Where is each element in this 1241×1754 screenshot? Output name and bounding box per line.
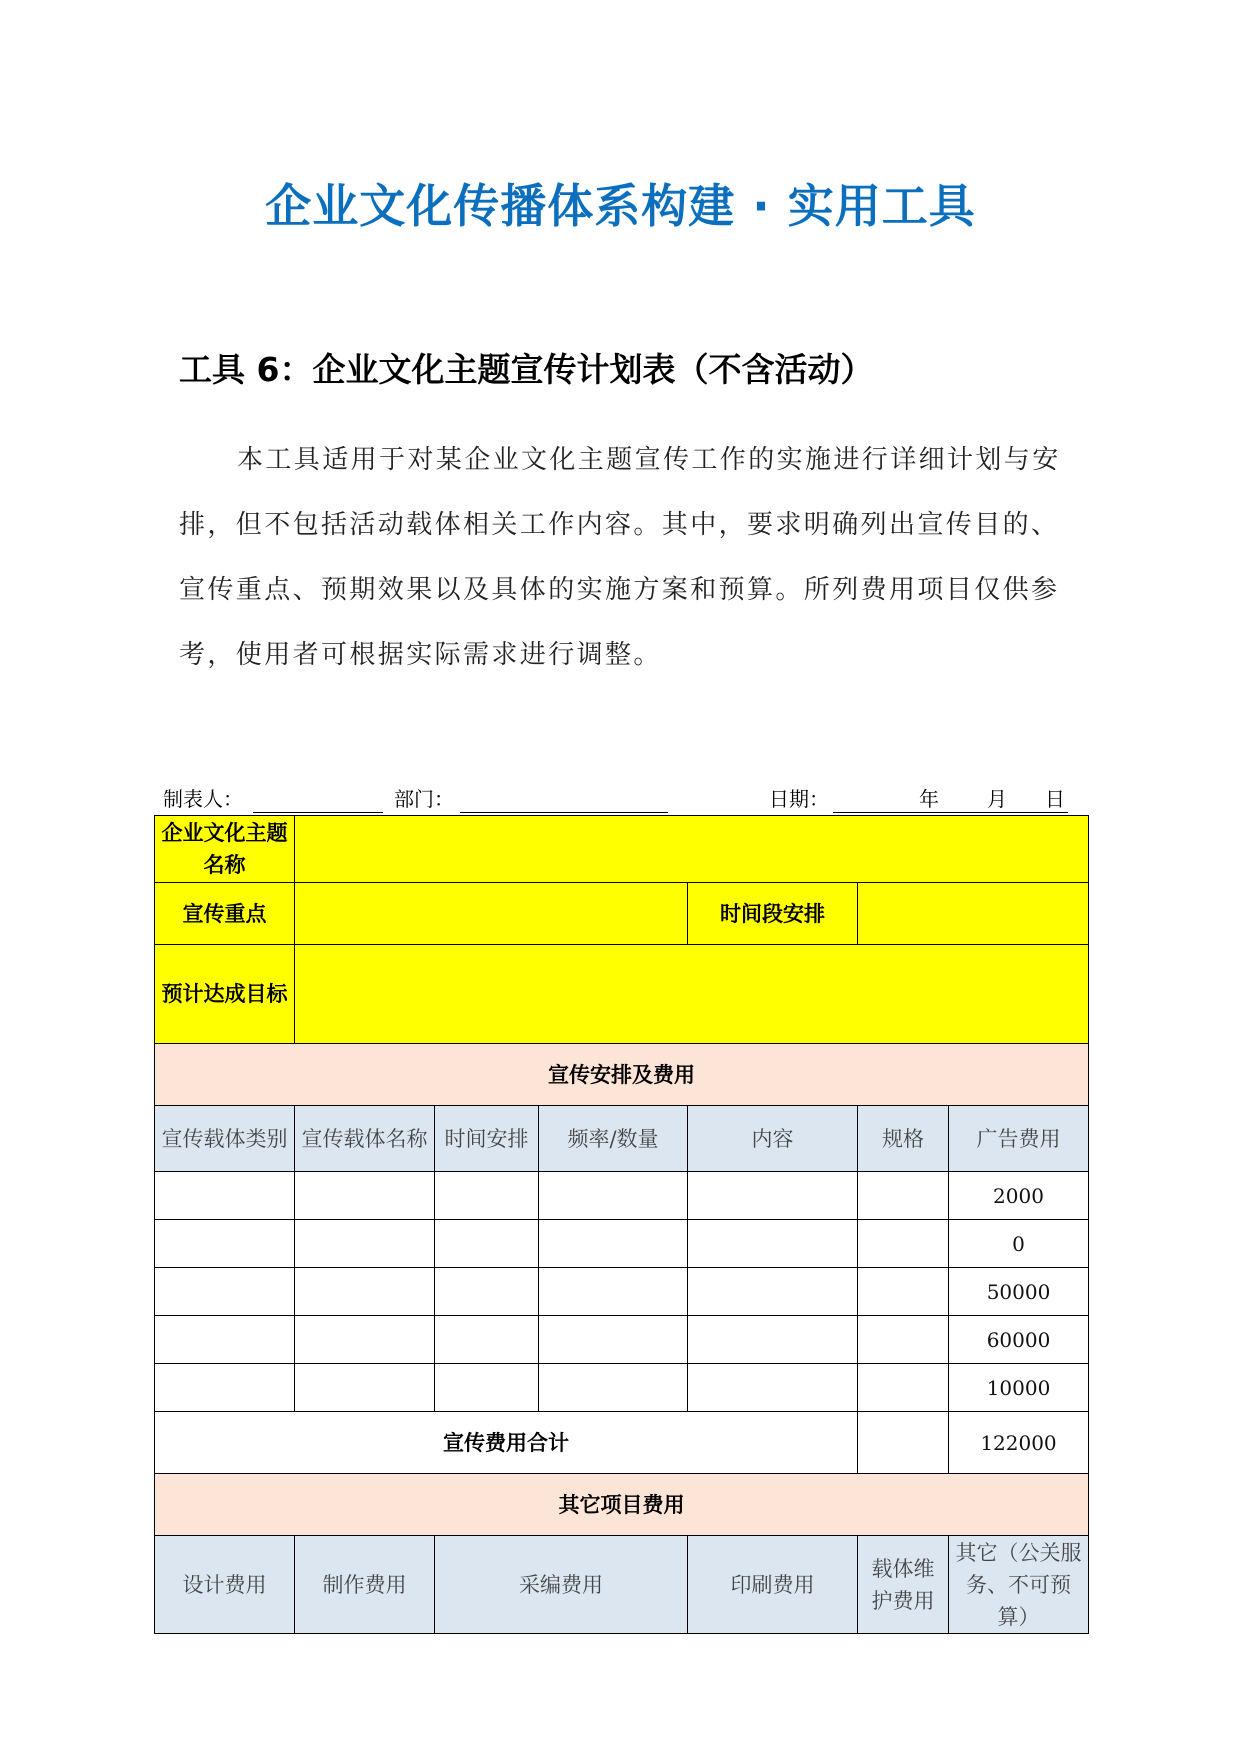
table-cell[interactable] — [688, 1364, 858, 1412]
theme-row — [155, 816, 1089, 883]
table-cell[interactable] — [155, 1364, 295, 1412]
goal-row — [155, 945, 1089, 1044]
table-cell[interactable] — [858, 1268, 949, 1316]
table-row — [155, 1364, 1089, 1412]
form-meta-row — [163, 783, 1068, 815]
other-column-header: 印刷费用 — [688, 1536, 858, 1634]
table-cell[interactable] — [155, 1316, 295, 1364]
table-cell[interactable] — [295, 1220, 435, 1268]
table-cell[interactable] — [295, 1316, 435, 1364]
ad-cost-cell[interactable]: 2000 — [949, 1172, 1089, 1220]
column-header: 时间安排 — [435, 1106, 539, 1172]
month-label: 月 — [987, 787, 1007, 811]
table-row — [155, 1268, 1089, 1316]
goal-input[interactable] — [295, 945, 1089, 1044]
table-row — [155, 1316, 1089, 1364]
table-cell[interactable] — [435, 1172, 539, 1220]
table-cell[interactable] — [295, 1172, 435, 1220]
theme-input[interactable] — [295, 816, 1089, 883]
table-cell[interactable] — [539, 1316, 688, 1364]
day-label: 日 — [1045, 787, 1065, 811]
tool-heading: 工具 6：企业文化主题宣传计划表（不含活动） — [179, 350, 874, 389]
intro-paragraph: 本工具适用于对某企业文化主题宣传工作的实施进行详细计划与安排，但不包括活动载体相关工作内容。其中，要求明确列出宣传目的、宣传重点、预期效果以及具体的实施方案和预算。所列费用项目仅供参考，使用者可根据实际需求进行调整。 — [179, 445, 1061, 670]
ad-cost-cell[interactable]: 50000 — [949, 1268, 1089, 1316]
table-cell[interactable] — [688, 1172, 858, 1220]
ad-cost-cell[interactable]: 0 — [949, 1220, 1089, 1268]
table-cell[interactable] — [539, 1364, 688, 1412]
other-column-header: 设计费用 — [155, 1536, 295, 1634]
column-header: 规格 — [858, 1106, 949, 1172]
table-cell[interactable] — [435, 1268, 539, 1316]
dept-field[interactable] — [460, 812, 668, 813]
table-cell[interactable] — [435, 1316, 539, 1364]
ad-cost-cell[interactable]: 60000 — [949, 1316, 1089, 1364]
table-cell[interactable] — [435, 1220, 539, 1268]
dept-label: 部门： — [394, 787, 454, 811]
table-cell[interactable] — [539, 1268, 688, 1316]
other-section-row — [155, 1474, 1089, 1536]
column-header: 广告费用 — [949, 1106, 1089, 1172]
year-label: 年 — [919, 787, 939, 811]
total-spec-cell[interactable] — [858, 1412, 949, 1474]
column-header: 内容 — [688, 1106, 858, 1172]
table-row — [155, 1220, 1089, 1268]
table-cell[interactable] — [539, 1220, 688, 1268]
other-column-header: 采编费用 — [435, 1536, 688, 1634]
date-label: 日期： — [769, 787, 829, 811]
table-cell[interactable] — [858, 1316, 949, 1364]
table-cell[interactable] — [858, 1172, 949, 1220]
total-value: 122000 — [949, 1412, 1089, 1474]
page-title: 企业文化传播体系构建 · 实用工具 — [265, 179, 976, 233]
time-input[interactable] — [858, 883, 1089, 945]
column-header: 宣传载体名称 — [295, 1106, 435, 1172]
time-label: 时间段安排 — [688, 883, 858, 945]
ad-cost-cell[interactable]: 10000 — [949, 1364, 1089, 1412]
table-cell[interactable] — [155, 1172, 295, 1220]
focus-label: 宣传重点 — [155, 883, 295, 945]
theme-label: 企业文化主题名称 — [155, 816, 295, 883]
total-row — [155, 1412, 1089, 1474]
column-header: 宣传载体类别 — [155, 1106, 295, 1172]
table-cell[interactable] — [435, 1364, 539, 1412]
focus-input[interactable] — [295, 883, 688, 945]
arrangement-section-title: 宣传安排及费用 — [155, 1044, 1089, 1106]
table-cell[interactable] — [688, 1316, 858, 1364]
other-column-header: 制作费用 — [295, 1536, 435, 1634]
other-header-row — [155, 1536, 1089, 1634]
table-cell[interactable] — [539, 1172, 688, 1220]
maker-field[interactable] — [253, 812, 383, 813]
table-cell[interactable] — [155, 1268, 295, 1316]
arrangement-section-row — [155, 1044, 1089, 1106]
table-cell[interactable] — [688, 1220, 858, 1268]
maker-label: 制表人： — [163, 787, 243, 811]
column-header: 频率/数量 — [539, 1106, 688, 1172]
table-cell[interactable] — [295, 1268, 435, 1316]
table-cell[interactable] — [858, 1220, 949, 1268]
focus-row — [155, 883, 1089, 945]
plan-table — [154, 815, 1089, 1634]
arrangement-header-row — [155, 1106, 1089, 1172]
other-column-header: 载体维护费用 — [858, 1536, 949, 1634]
table-cell[interactable] — [155, 1220, 295, 1268]
date-field[interactable] — [833, 812, 1068, 813]
other-column-header: 其它（公关服务、不可预算） — [949, 1536, 1089, 1634]
total-label: 宣传费用合计 — [155, 1412, 858, 1474]
table-cell[interactable] — [688, 1268, 858, 1316]
table-cell[interactable] — [295, 1364, 435, 1412]
goal-label: 预计达成目标 — [155, 945, 295, 1044]
other-section-title: 其它项目费用 — [155, 1474, 1089, 1536]
table-cell[interactable] — [858, 1364, 949, 1412]
table-row — [155, 1172, 1089, 1220]
